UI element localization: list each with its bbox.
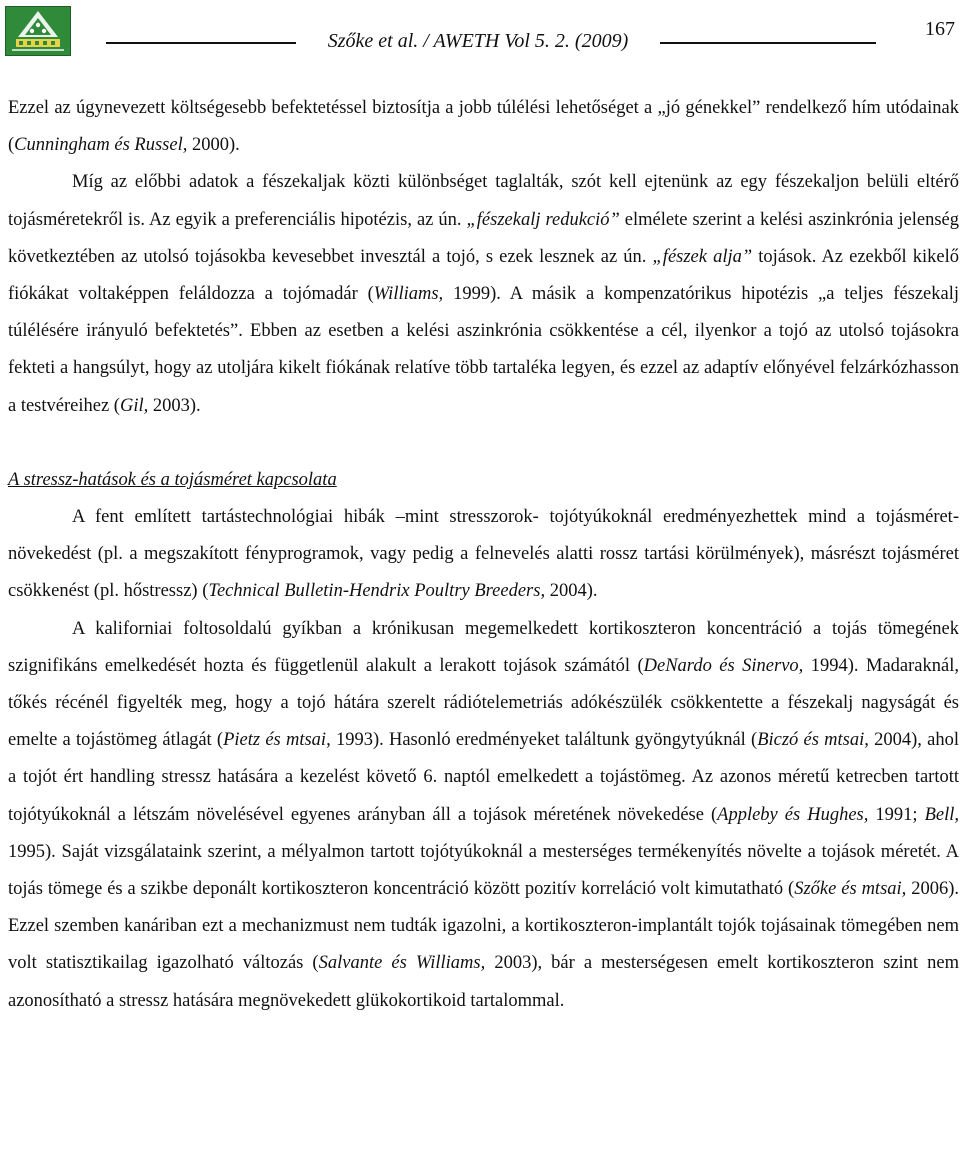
- citation: Gil,: [119, 395, 149, 416]
- citation: Cunningham és Russel,: [14, 135, 188, 156]
- citation: Pietz és mtsai,: [223, 730, 331, 751]
- citation: DeNardo és Sinervo,: [643, 655, 804, 676]
- paragraph-1: Ezzel az úgynevezett költségesebb befektetéssel biztosítja a jobb túlélési lehetőséget a „jó génekkel” rendelkező hím utódainak (Cunningham és Russel, 2000).: [8, 98, 959, 156]
- citation: Appleby és Hughes,: [717, 804, 869, 825]
- citation: Technical Bulletin-Hendrix Poultry Breeders,: [208, 581, 546, 602]
- term: „fészek alja”: [652, 246, 753, 267]
- term: „fészekalj redukció”: [466, 209, 620, 230]
- citation: Bell,: [924, 804, 959, 825]
- citation: Biczó és mtsai,: [757, 730, 869, 751]
- page-number: 167: [925, 18, 955, 40]
- running-header: Szőke et al. / AWETH Vol 5. 2. (2009): [327, 30, 629, 52]
- paragraph-3: A fent említett tartástechnológiai hibák –mint stresszorok- tojótyúkoknál eredményezhettek mind a tojásméret-növekedést (pl. a megszakított fényprogramok, vagy pedig a felnevelés alatti rossz tartási körülmények), másrészt tojásméret csökkenést (pl. hőstressz) (Technical Bulletin-Hendrix Poultry Breeders, 2004).: [8, 507, 959, 602]
- citation: Salvante és Williams,: [318, 953, 486, 974]
- article-body: [8, 90, 959, 1020]
- section-heading: A stressz-hatások és a tojásméret kapcsolata: [8, 469, 337, 490]
- citation: Williams,: [373, 284, 444, 305]
- journal-logo-icon: [5, 6, 71, 56]
- paragraph-2: Míg az előbbi adatok a fészekaljak közti különbséget taglalták, szót kell ejtenünk az egy fészekaljon belüli eltérő tojásméretekről is. Az egyik a preferenciális hipotézis, az ún. „fészekalj redukció” elmélete szerint a kelési aszinkrónia jelenség következtében az utolsó tojásokba kevesebbet invesztál a tojó, s ezek lesznek az ún. „fészek alja” tojások. Az ezekből kikelő fiókákat voltaképpen feláldozza a tojómadár (Williams, 1999). A másik a kompenzatórikus hipotézis „a teljes fészekalj túlélésére irányuló befektetés”. Ebben az esetben a kelési aszinkrónia csökkentése a cél, ilyenkor a tojó az utolsó tojásokra fekteti a hangsúlyt, hogy az utoljára kikelt fiókának relatíve több tartaléka legyen, és ezzel az adaptív előnyével felzárkózhasson a testvéreihez (Gil, 2003).: [8, 172, 960, 416]
- citation: Szőke és mtsai,: [794, 879, 907, 900]
- header-rule-right: [660, 42, 876, 44]
- paragraph-4: A kaliforniai foltosoldalú gyíkban a krónikusan megemelkedett kortikoszteron koncentráció a tojás tömegének szignifikáns emelkedését hozta és függetlenül alakult a lerakott tojások számától (DeNardo és Sinervo, 1994). Madaraknál, tőkés récénél figyelték meg, hogy a tojó hátára szerelt rádiótelemetriás adókészülék csökkentette a fészekalj nagyságát és emelte a tojástömeg átlagát (Pietz és mtsai, 1993). Hasonló eredményeket találtunk gyöngytyúknál (Biczó és mtsai, 2004), ahol a tojót ért handling stressz hatására a kezelést követő 6. naptól emelkedett a tojástömeg. Az azonos méretű ketrecben tartott tojótyúkoknál a létszám növelésével egyenes arányban áll a tojások méretének növekedése (Appleby és Hughes, 1991; Bell, 1995). Saját vizsgálataink szerint, a mélyalmon tartott tojótyúkoknál a mesterséges termékenyítés növelte a tojások méretét. A tojás tömege és a szikbe deponált kortikoszteron koncentráció között pozitív korreláció volt kimutatható (Szőke és mtsai, 2006). Ezzel szemben kanáriban ezt a mechanizmust nem tudták igazolni, a kortikoszteron-implantált tojók tojásainak tömegében nem volt statisztikailag igazolható változás (Salvante és Williams, 2003), bár a mesterségesen emelt kortikoszteron szint nem azonosítható a stressz hatására megnövekedett glükokortikoid tartalommal.: [8, 618, 959, 1011]
- header-rule-left: [106, 42, 296, 44]
